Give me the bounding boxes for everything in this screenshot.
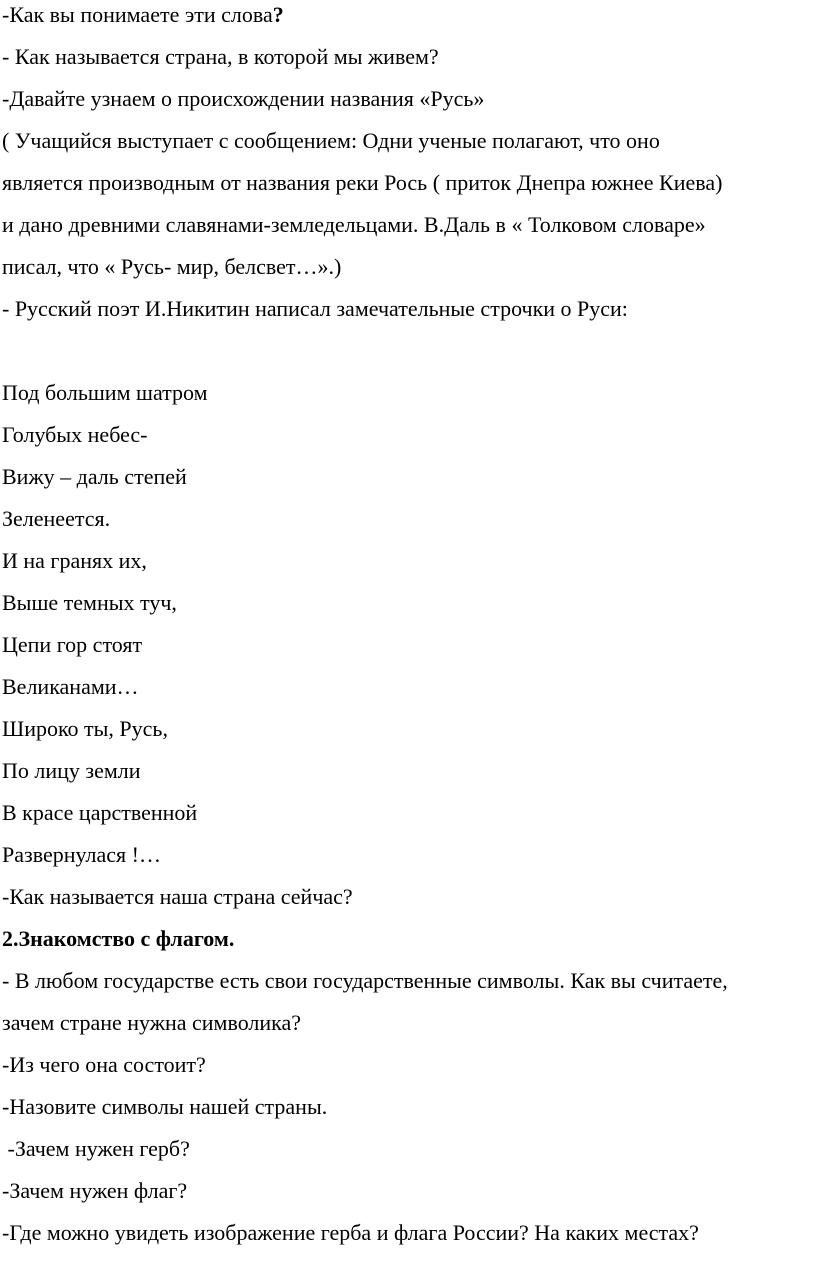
symbols-text-line: зачем стране нужна символика? <box>2 1010 302 1035</box>
section-heading <box>2 924 234 954</box>
symbols-text-line: - В любом государстве есть свои государственные символы. Как вы считаете, <box>2 968 728 993</box>
student-report-line: и дано древними славянами-земледельцами. В.Даль в « Толковом словаре» <box>2 212 706 237</box>
intro-question-2: - Как называется страна, в которой мы живем? <box>2 44 439 69</box>
intro-question-3: -Давайте узнаем о происхождении названия «Русь» <box>2 86 485 111</box>
poem-line: В красе царственной <box>2 800 198 825</box>
poem-intro: - Русский поэт И.Никитин написал замечательные строчки о Руси: <box>2 296 628 321</box>
symbols-text-line: -Зачем нужен герб? <box>2 1136 190 1161</box>
country-question: -Как называется наша страна сейчас? <box>2 884 353 909</box>
student-report-line: ( Учащийся выступает с сообщением: Одни ученые полагают, что оно <box>2 128 660 153</box>
intro-question-1 <box>2 0 284 30</box>
student-report-line: является производным от названия реки Рось ( приток Днепра южнее Киева) <box>2 170 723 195</box>
poem-line: Зеленеется. <box>2 506 111 531</box>
section-number: 2 <box>2 926 13 951</box>
symbols-text-line: -Зачем нужен флаг? <box>2 1178 188 1203</box>
student-report-line: писал, что « Русь- мир, белсвет…».) <box>2 254 342 279</box>
poem-line: Цепи гор стоят <box>2 632 143 657</box>
poem-line: Вижу – даль степей <box>2 464 187 489</box>
symbols-text-line: -Где можно увидеть изображение герба и флага России? На каких местах? <box>2 1220 699 1245</box>
symbols-text-line: -Из чего она состоит? <box>2 1052 206 1077</box>
poem-line: И на гранях их, <box>2 548 147 573</box>
intro-question-1-text: -Как вы понимаете эти слова <box>2 2 273 27</box>
poem-line: По лицу земли <box>2 758 141 783</box>
poem-line: Голубых небес- <box>2 422 148 447</box>
poem-line: Развернулася !… <box>2 842 161 867</box>
poem-line: Под большим шатром <box>2 380 208 405</box>
intro-question-1-mark: ? <box>272 2 284 27</box>
section-title: .Знакомство с флагом. <box>13 926 235 951</box>
poem-line: Выше темных туч, <box>2 590 177 615</box>
symbols-text-line: -Назовите символы нашей страны. <box>2 1094 328 1119</box>
poem-line: Великанами… <box>2 674 139 699</box>
poem-line: Широко ты, Русь, <box>2 716 168 741</box>
